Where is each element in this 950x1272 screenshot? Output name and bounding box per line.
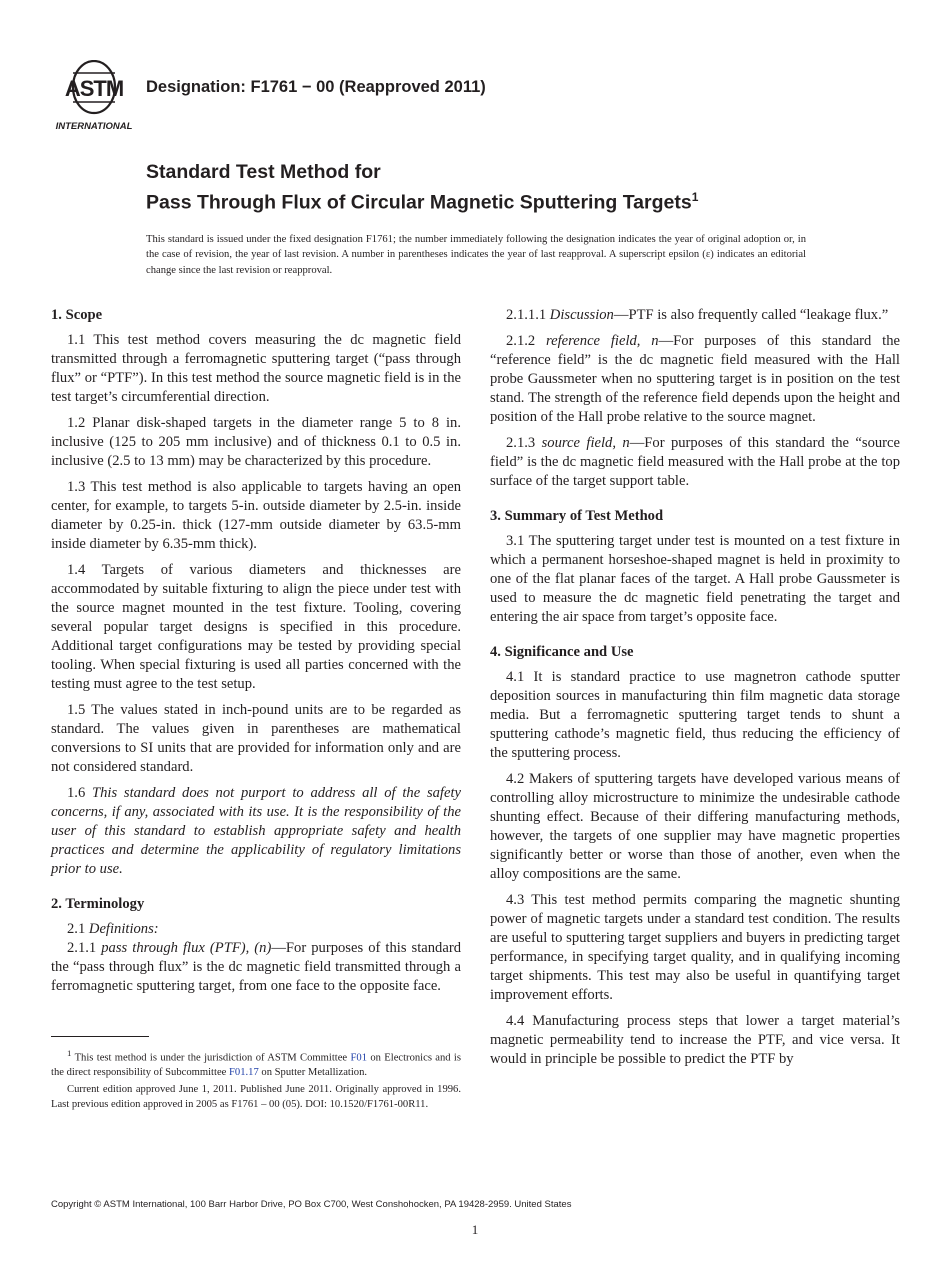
- section-significance-heading: 4. Significance and Use: [490, 644, 634, 660]
- para-1-1: 1.1 This test method covers measuring the dc magnetic field transmitted through a ferromagnetic sputtering target (“pass through flux” or “PTF”). In this test method the source magnetic field is in the test target’s circumferential direction.: [51, 332, 461, 405]
- para-1-5: 1.5 The values stated in inch-pound units are to be regarded as standard. The values given in parentheses are mathematical conversions to SI units that are provided for information only and are not considered standard.: [51, 702, 461, 775]
- section-scope-heading: 1. Scope: [51, 307, 103, 323]
- title-line-2: Pass Through Flux of Circular Magnetic Sputtering Targets$^1$: [146, 190, 699, 214]
- footnote-1: $^1$ This test method is under the jurisdiction of ASTM Committee F01 on Electronics and is the direct responsibility of Subcommittee F01.17 on Sputter Metallization.: [51, 1048, 461, 1078]
- title-footnote-mark: 1: [691, 190, 699, 204]
- copyright-notice: Copyright © ASTM International, 100 Barr Harbor Drive, PO Box C700, West Conshohocken, PA 19428-2959. United States: [51, 1199, 572, 1210]
- link-f01[interactable]: F01: [350, 1052, 367, 1064]
- intro-statement: This standard is issued under the fixed designation F1761; the number immediately following the designation indicates the year of original adoption or, in the case of revision, the year of last revision. A number in parentheses indicates the year of last reapproval. A superscript epsilon (ε) indicates an editorial change since the last revision or reapproval.: [146, 234, 806, 276]
- svg-text:INTERNATIONAL: INTERNATIONAL: [55, 121, 133, 132]
- para-4-3: 4.3 This test method permits comparing the magnetic shunting power of magnetic targets under a standard test condition. The results are useful to sputtering target suppliers and buyers in predicting target performance, in specifying target quality, and in qualifying incoming target shipments. This test may also be useful in quantifying target improvement efforts.: [490, 892, 900, 1003]
- footnotes: [51, 1046, 461, 1115]
- footnote-2: Current edition approved June 1, 2011. Published June 2011. Originally approved in 1996. Last previous edition approved in 2005 as F1761 – 00 (05). DOI: 10.1520/F1761-00R11.: [51, 1084, 461, 1110]
- section-summary-heading: 3. Summary of Test Method: [490, 508, 664, 524]
- para-1-4: 1.4 Targets of various diameters and thicknesses are accommodated by suitable fixturing to align the piece under test with the source magnet mounted in the test fixture. Tooling, covering several popular target designs is specified in this procedure. Additional target configurations may be tested by providing special tooling. When special fixturing is used all parties concerned with the testing must agree to the test setup.: [51, 562, 461, 692]
- astm-logo: [54, 60, 134, 132]
- title-line-1: Standard Test Method for: [146, 161, 381, 183]
- link-f01-17[interactable]: F01.17: [229, 1066, 259, 1078]
- right-column: [490, 306, 900, 1076]
- para-2-1: 2.1 Definitions:: [67, 921, 159, 937]
- para-2-1-3: 2.1.3 source field, n—For purposes of this standard the “source field” is the dc magnetic field measured with the Hall probe at the top surface of the target support table.: [490, 435, 900, 489]
- para-1-2: 1.2 Planar disk-shaped targets in the diameter range 5 to 8 in. inclusive (125 to 205 mm inclusive) and of thickness 0.1 to 0.5 in. inclusive (2.5 to 13 mm) may be characterized by this procedure.: [51, 415, 461, 469]
- para-3-1: 3.1 The sputtering target under test is mounted on a test fixture in which a permanent horseshoe-shaped magnet is held in proximity to one of the flat planar faces of the target. A Hall probe Gaussmeter is used to measure the dc magnetic field penetrating the target and entering the air space from target’s opposite face.: [490, 533, 900, 625]
- footnote-divider: [51, 1036, 149, 1037]
- designation: Designation: F1761 − 00 (Reapproved 2011): [146, 78, 486, 96]
- para-1-3: 1.3 This test method is also applicable to targets having an open center, for example, to targets 5-in. outside diameter by 2.5-in. inside diameter by 0.25-in. thick (127-mm outside diameter by 63.5-mm inside diameter by 6.35-mm thick).: [51, 479, 461, 552]
- svg-text:ASTM: ASTM: [64, 76, 124, 101]
- page-number: 1: [471, 1222, 479, 1237]
- para-4-2: 4.2 Makers of sputtering targets have developed various means of controlling alloy microstructure to minimize the undesirable cathode shunting effect. Because of their differing manufacturing methods, however, the targets of one supplier may have magnetic properties significantly better or worse than those of another, even when the alloy compositions are the same.: [490, 771, 900, 882]
- para-1-6: 1.6 This standard does not purport to address all of the safety concerns, if any, associated with its use. It is the responsibility of the user of this standard to establish appropriate safety and health practices and determine the applicability of regulatory limitations prior to use.: [51, 785, 461, 877]
- document-title: [146, 160, 698, 216]
- para-4-4: 4.4 Manufacturing process steps that lower a target material’s magnetic permeability tend to increase the PTF, and vice versa. It would in principle be possible to predict the PTF by: [490, 1013, 900, 1067]
- para-2-1-1: 2.1.1 pass through flux (PTF), (n)—For purposes of this standard the “pass through flux” is the dc magnetic field transmitted through a ferromagnetic sputtering target, from one face to the opposite face.: [51, 940, 461, 994]
- para-2-1-2: 2.1.2 reference field, n—For purposes of this standard the “reference field” is the dc magnetic field measured with the Hall probe Gaussmeter when no sputtering target is in position on the test stand. The strength of the reference field depends upon the height and position of the Hall probe relative to the source magnet.: [490, 333, 900, 425]
- section-terminology-heading: 2. Terminology: [51, 896, 145, 912]
- para-4-1: 4.1 It is standard practice to use magnetron cathode sputter deposition sources in manufacturing thin film magnetic data storage media. But a ferromagnetic sputtering target tends to shunt a sputtering cathode’s magnetic field, thus reducing the efficiency of the sputtering process.: [490, 669, 900, 761]
- left-column: [51, 306, 461, 1003]
- para-2-1-1-1: 2.1.1.1 Discussion—PTF is also frequently called “leakage flux.”: [506, 307, 889, 323]
